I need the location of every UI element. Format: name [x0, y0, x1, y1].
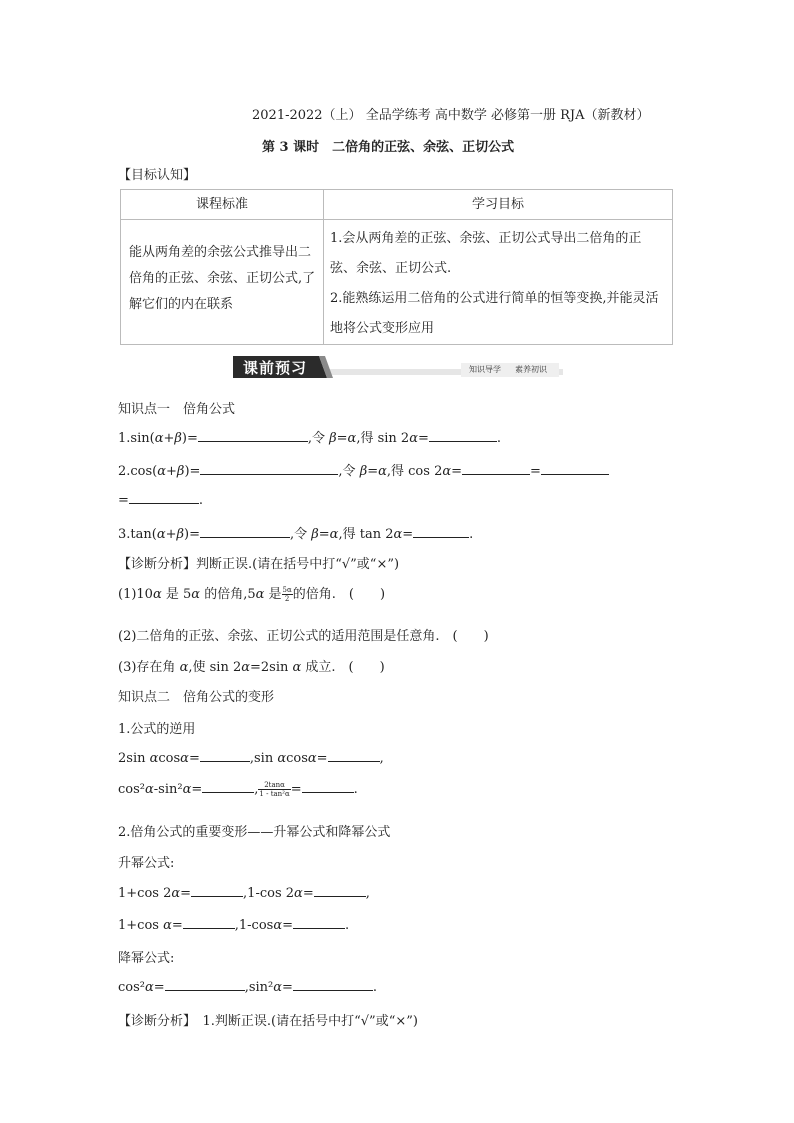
fraction: $\frac{5\alpha}{2}$ [282, 586, 292, 603]
diag1-line [118, 553, 399, 572]
answer-blank[interactable] [183, 916, 235, 929]
standard-cell: 能从两角差的余弦公式推导出二倍角的正弦、余弦、正切公式,了解它们的内在联系 [121, 220, 324, 345]
answer-blank[interactable] [200, 462, 338, 475]
raise-line-1: 1+cos 2α= ,1-cos 2α= , [118, 886, 370, 901]
lower-line-1: cos²α= ,sin²α= . [118, 980, 378, 995]
answer-blank[interactable] [302, 780, 354, 793]
kp1-line2: 2.cos(α+β)= ,令 β=α,得 cos 2α= = [118, 460, 609, 479]
answer-blank[interactable] [314, 884, 366, 897]
col-header-objective: 学习目标 [324, 190, 673, 220]
kp1-line1: 1.sin(α+β)= ,令 β=α,得 sin 2α= . [118, 431, 502, 446]
diag1-heading: 【诊断分析】 [118, 557, 197, 572]
fraction: $\frac{2\tan\alpha}{\text{1 - tan²α}}$ [259, 781, 290, 798]
kp2-title: 知识点二 倍角公式的变形 [118, 690, 275, 705]
answer-blank[interactable] [200, 525, 290, 538]
answer-blank[interactable] [541, 462, 609, 475]
answer-blank[interactable] [429, 429, 497, 442]
answer-blank[interactable] [293, 916, 345, 929]
diag2-heading: 【诊断分析】 [118, 1014, 190, 1029]
kp2-sub1: 1.公式的逆用 [118, 722, 196, 737]
banner-title: 课前预习 [243, 359, 308, 377]
kp1-line2b: = . [118, 493, 204, 508]
lesson-title: 第 3 课时 二倍角的正弦、余弦、正切公式 [262, 140, 515, 155]
diag2-instruction: 1.判断正误.(请在括号中打“√”或“×”) [189, 1014, 418, 1029]
answer-blank[interactable] [198, 429, 308, 442]
answer-blank[interactable] [165, 978, 245, 991]
page-header: 2021-2022（上） 全品学练考 高中数学 必修第一册 RJA（新教材） [252, 108, 650, 123]
col-header-standard: 课程标准 [121, 190, 324, 220]
section-banner [233, 355, 563, 379]
objective-2: 2.能熟练运用二倍角的公式进行简单的恒等变换,并能灵活地将公式变形应用 [330, 291, 659, 336]
answer-blank[interactable] [462, 462, 530, 475]
diag1-item-1: (1)10α 是 5α 的倍角,5α 是 $\frac{5\alpha}{2}$ 的倍角. ( ) [118, 586, 386, 603]
answer-blank[interactable] [202, 780, 254, 793]
kp2-sub2: 2.倍角公式的重要变形——升幂公式和降幂公式 [118, 825, 391, 840]
answer-blank[interactable] [293, 978, 373, 991]
diag1-item-2: (2)二倍角的正弦、余弦、正切公式的适用范围是任意角. ( ) [118, 629, 489, 644]
answer-blank[interactable] [328, 749, 380, 762]
banner-tag-2: 素养初识 [515, 365, 547, 374]
kp1-title: 知识点一 倍角公式 [118, 402, 236, 417]
banner-tag-1: 知识导学 [469, 365, 501, 374]
kp1-line3: 3.tan(α+β)= ,令 β=α,得 tan 2α= . [118, 527, 474, 542]
answer-blank[interactable] [191, 884, 243, 897]
diag1-item-3: (3)存在角 α,使 sin 2α=2sin α 成立. ( ) [118, 660, 385, 675]
goals-table [120, 189, 673, 345]
diag2-line [118, 1010, 418, 1029]
raise-label: 升幂公式: [118, 856, 175, 871]
goals-heading: 【目标认知】 [118, 168, 197, 183]
answer-blank[interactable] [200, 749, 250, 762]
objective-cell [324, 220, 673, 345]
objective-1: 1.会从两角差的正弦、余弦、正切公式导出二倍角的正弦、余弦、正切公式. [330, 231, 642, 276]
kp2-line-b: cos²α-sin²α= , $\frac{2\tan\alpha}{\text{1 - tan²α}}$ = . [118, 781, 358, 798]
lower-label: 降幂公式: [118, 951, 175, 966]
answer-blank[interactable] [129, 491, 199, 504]
answer-blank[interactable] [413, 525, 469, 538]
diag1-instruction: 判断正误.(请在括号中打“√”或“×”) [196, 557, 400, 572]
kp2-line-a: 2sin αcosα= ,sin αcosα= , [118, 751, 384, 766]
raise-line-2: 1+cos α= ,1-cosα= . [118, 918, 350, 933]
